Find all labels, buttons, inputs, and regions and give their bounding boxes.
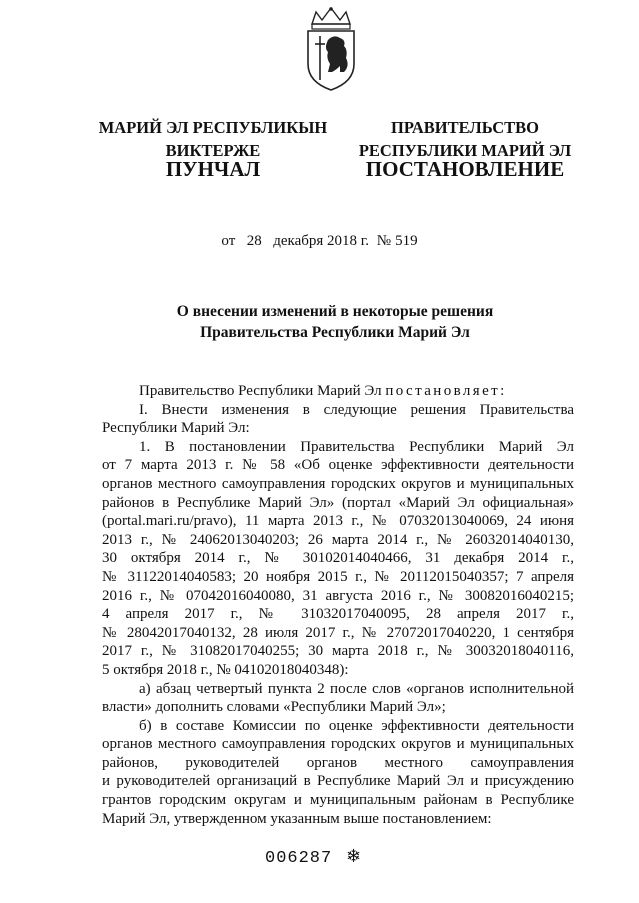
header-left-title: ПУНЧАЛ [165, 157, 261, 181]
subject-line1: О внесении изменений в некоторые решения [176, 303, 494, 320]
coat-of-arms-emblem [298, 6, 364, 92]
subject-line2: Правительства Республики Марий Эл [200, 324, 470, 341]
body-line: власти» дополнить словами «Республики Марий Эл»; [102, 699, 446, 716]
document-date-line [0, 233, 639, 250]
body-line: (portal.mari.ru/pravo), 11 марта 2013 г., № 07032013040069, 24 июня [102, 513, 574, 530]
header-right [345, 116, 585, 162]
date-day: 28 [246, 233, 262, 249]
body-line: а) абзац четвертый пункта 2 после слов «органов исполнительной [139, 680, 574, 697]
header-left-line2: ВИКТЕРЖЕ [165, 141, 261, 160]
body-intro-spaced: постановляет: [385, 383, 507, 399]
snowflake-icon: ❄ [346, 846, 362, 866]
header-left-line1: МАРИЙ ЭЛ РЕСПУБЛИКЫН [98, 118, 328, 137]
body-line: № 28042017040132, 28 июля 2017 г., № 27072017040220, 1 сентября [102, 624, 574, 641]
body-line: районов в Республике Марий Эл» (портал «Марий Эл официальная» [102, 494, 574, 511]
body-line: 5 октября 2018 г., № 04102018040348): [102, 661, 349, 678]
body-intro [102, 382, 574, 401]
date-prefix: от [221, 233, 236, 249]
date-month-year: декабря 2018 г. [273, 233, 370, 249]
body-line: органов местного самоуправления городских округов и муниципальных [102, 736, 574, 753]
body-line: и руководителей организаций в Республике Марий Эл и присуждению [102, 773, 574, 790]
document-number: 519 [395, 233, 418, 249]
body-line: 2017 г., № 31082017040255; 30 марта 2018 г., № 30032018040116, [102, 643, 574, 660]
body-line: № 31122014040583; 20 ноября 2015 г., № 20112015040357; 7 апреля [102, 568, 574, 585]
body-line: I. Внести изменения в следующие решения Правительства [139, 401, 574, 418]
body-line: 2016 г., № 07042016040080, 31 августа 2016 г., № 30082016040215; [102, 587, 574, 604]
body-line: б) в составе Комиссии по оценке эффективности деятельности [139, 717, 574, 734]
body-line: грантов городским округам и муниципальным районам в Республике [102, 792, 574, 809]
header-right-line2: РЕСПУБЛИКИ МАРИЙ ЭЛ [358, 141, 572, 160]
body-intro-text: Правительство Республики Марий Эл [139, 383, 386, 399]
body-line: от 7 марта 2013 г. № 58 «Об оценке эффективности деятельности [102, 457, 574, 474]
body-line: 4 апреля 2017 г., № 31032017040095, 28 апреля 2017 г., [102, 606, 574, 623]
header-left [88, 116, 338, 162]
document-number-label: № [376, 233, 392, 249]
body-line: органов местного самоуправления городских округов и муниципальных [102, 475, 574, 492]
body-line: Марий Эл, утвержденном указанным выше постановлением: [102, 810, 492, 827]
document-body [102, 382, 574, 828]
form-serial-number: 006287 [265, 849, 333, 868]
header-right-title: ПОСТАНОВЛЕНИЕ [365, 157, 565, 181]
body-line: Республики Марий Эл: [102, 420, 250, 437]
document-subject [140, 301, 530, 343]
body-line: 30 октября 2014 г., № 30102014040466, 31 декабря 2014 г., [102, 550, 574, 567]
body-line: 2013 г., № 24062013040203; 26 марта 2014 г., № 26032014040130, [102, 531, 574, 548]
header-right-line1: ПРАВИТЕЛЬСТВО [391, 118, 539, 137]
body-line: районов, руководителей органов местного самоуправления [102, 754, 574, 771]
body-line: 1. В постановлении Правительства Республики Марий Эл [139, 438, 574, 455]
